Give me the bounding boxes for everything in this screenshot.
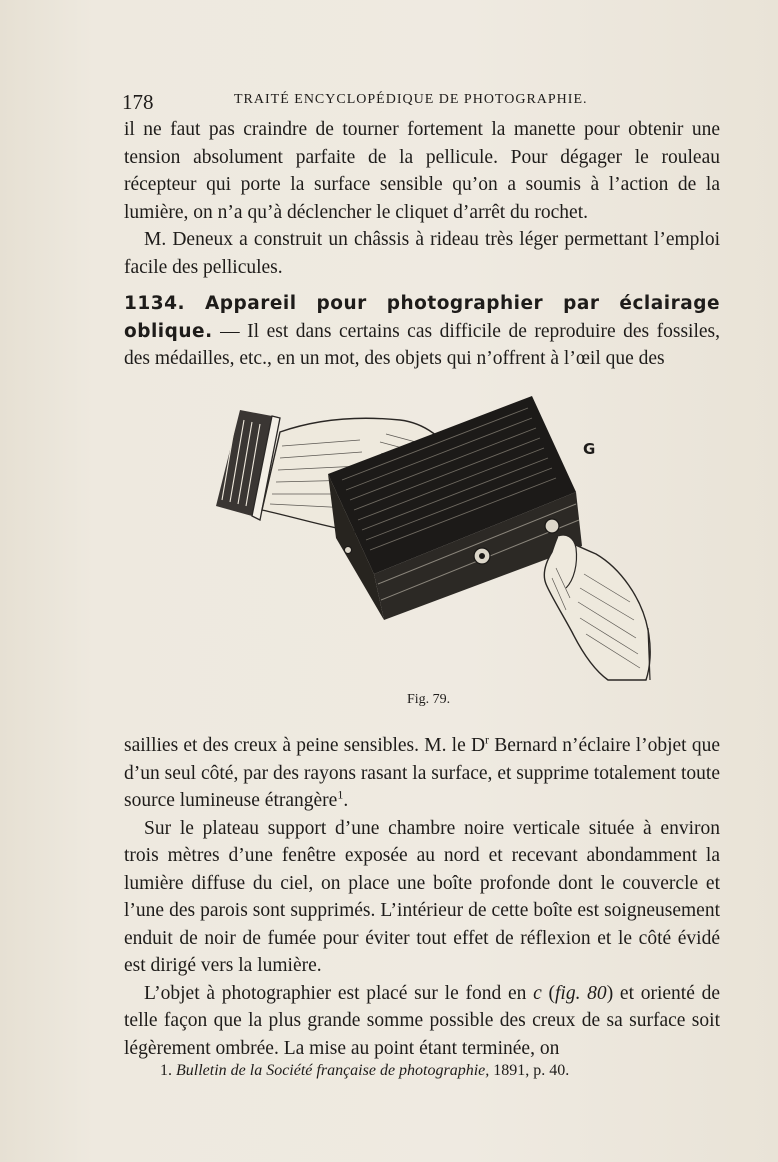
section-paragraph (124, 290, 720, 373)
paragraph: Sur le plateau support d’une chambre noire verticale située à environ trois mètres d’une fenêtre exposée au nord et recevant abondamment la lumière diffuse du ciel, on place une boîte profonde dont le couvercle et l’une des parois sont supprimés. L’intérieur de cette boîte est soigneusement enduit de noir de fumée pour éviter tout effet de réflexion et le côté évidé est dirigé vers la lumière. (124, 817, 720, 976)
text-run-italic: c (533, 982, 542, 1004)
section-text: — Il est dans certains cas difficile de reproduire des fossiles, des médailles, etc., en un mot, des objets qui n’offrent à l’œil que des (124, 320, 720, 369)
figure-79-engraving (210, 388, 660, 688)
section-1134 (124, 290, 720, 373)
text-run: . (343, 790, 349, 811)
text-run: Bernard n’éclaire l’objet que d’un seul côté, par des rayons rasant la surface, et supprime totalement toute source lumineuse étrangère (124, 735, 720, 811)
footnote-reference: 1891, p. 40. (489, 1062, 570, 1079)
superscript: r (485, 732, 490, 747)
footnote-marker: 1 (337, 787, 344, 802)
page-header (122, 86, 722, 114)
page-number: 178 (122, 90, 154, 114)
text-run: ) et orienté de telle façon que la plus grande somme possible des creux de sa surface soit légèrement ombrée. La mise au point étant terminée, on (124, 982, 720, 1059)
footnote (160, 1062, 720, 1080)
figure-reference: fig. 80 (554, 982, 607, 1004)
paragraph (124, 732, 720, 815)
paragraph: il ne faut pas craindre de tourner fortement la manette pour obtenir une tension absolument parfaite de la pellicule. Pour dégager le rouleau récepteur qui porte la surface sensible qu’on a soumis à l’action de la lumière, on n’a qu’à déclencher le cliquet d’arrêt du rochet. (124, 119, 720, 223)
text-run: saillies et des creux à peine sensibles. M. le D (124, 735, 486, 756)
continued-text (124, 732, 720, 1062)
section-heading: 1134. Appareil pour photographier par éclairage oblique. (124, 293, 720, 342)
figure-letter-label: G (583, 440, 596, 458)
paragraph: M. Deneux a construit un châssis à rideau très léger permettant l’emploi facile des pellicules. (124, 229, 720, 278)
opening-text (124, 116, 720, 281)
footnote-source-title: Bulletin de la Société française de photographie, (176, 1062, 490, 1079)
text-run: ( (541, 982, 555, 1004)
running-head: TRAITÉ ENCYCLOPÉDIQUE DE PHOTOGRAPHIE. (234, 92, 588, 107)
footnote-number: 1. (160, 1062, 172, 1079)
text-run: L’objet à photographier est placé sur le fond en (144, 982, 534, 1004)
figure-caption: Fig. 79. (407, 692, 451, 707)
paragraph (124, 980, 720, 1063)
